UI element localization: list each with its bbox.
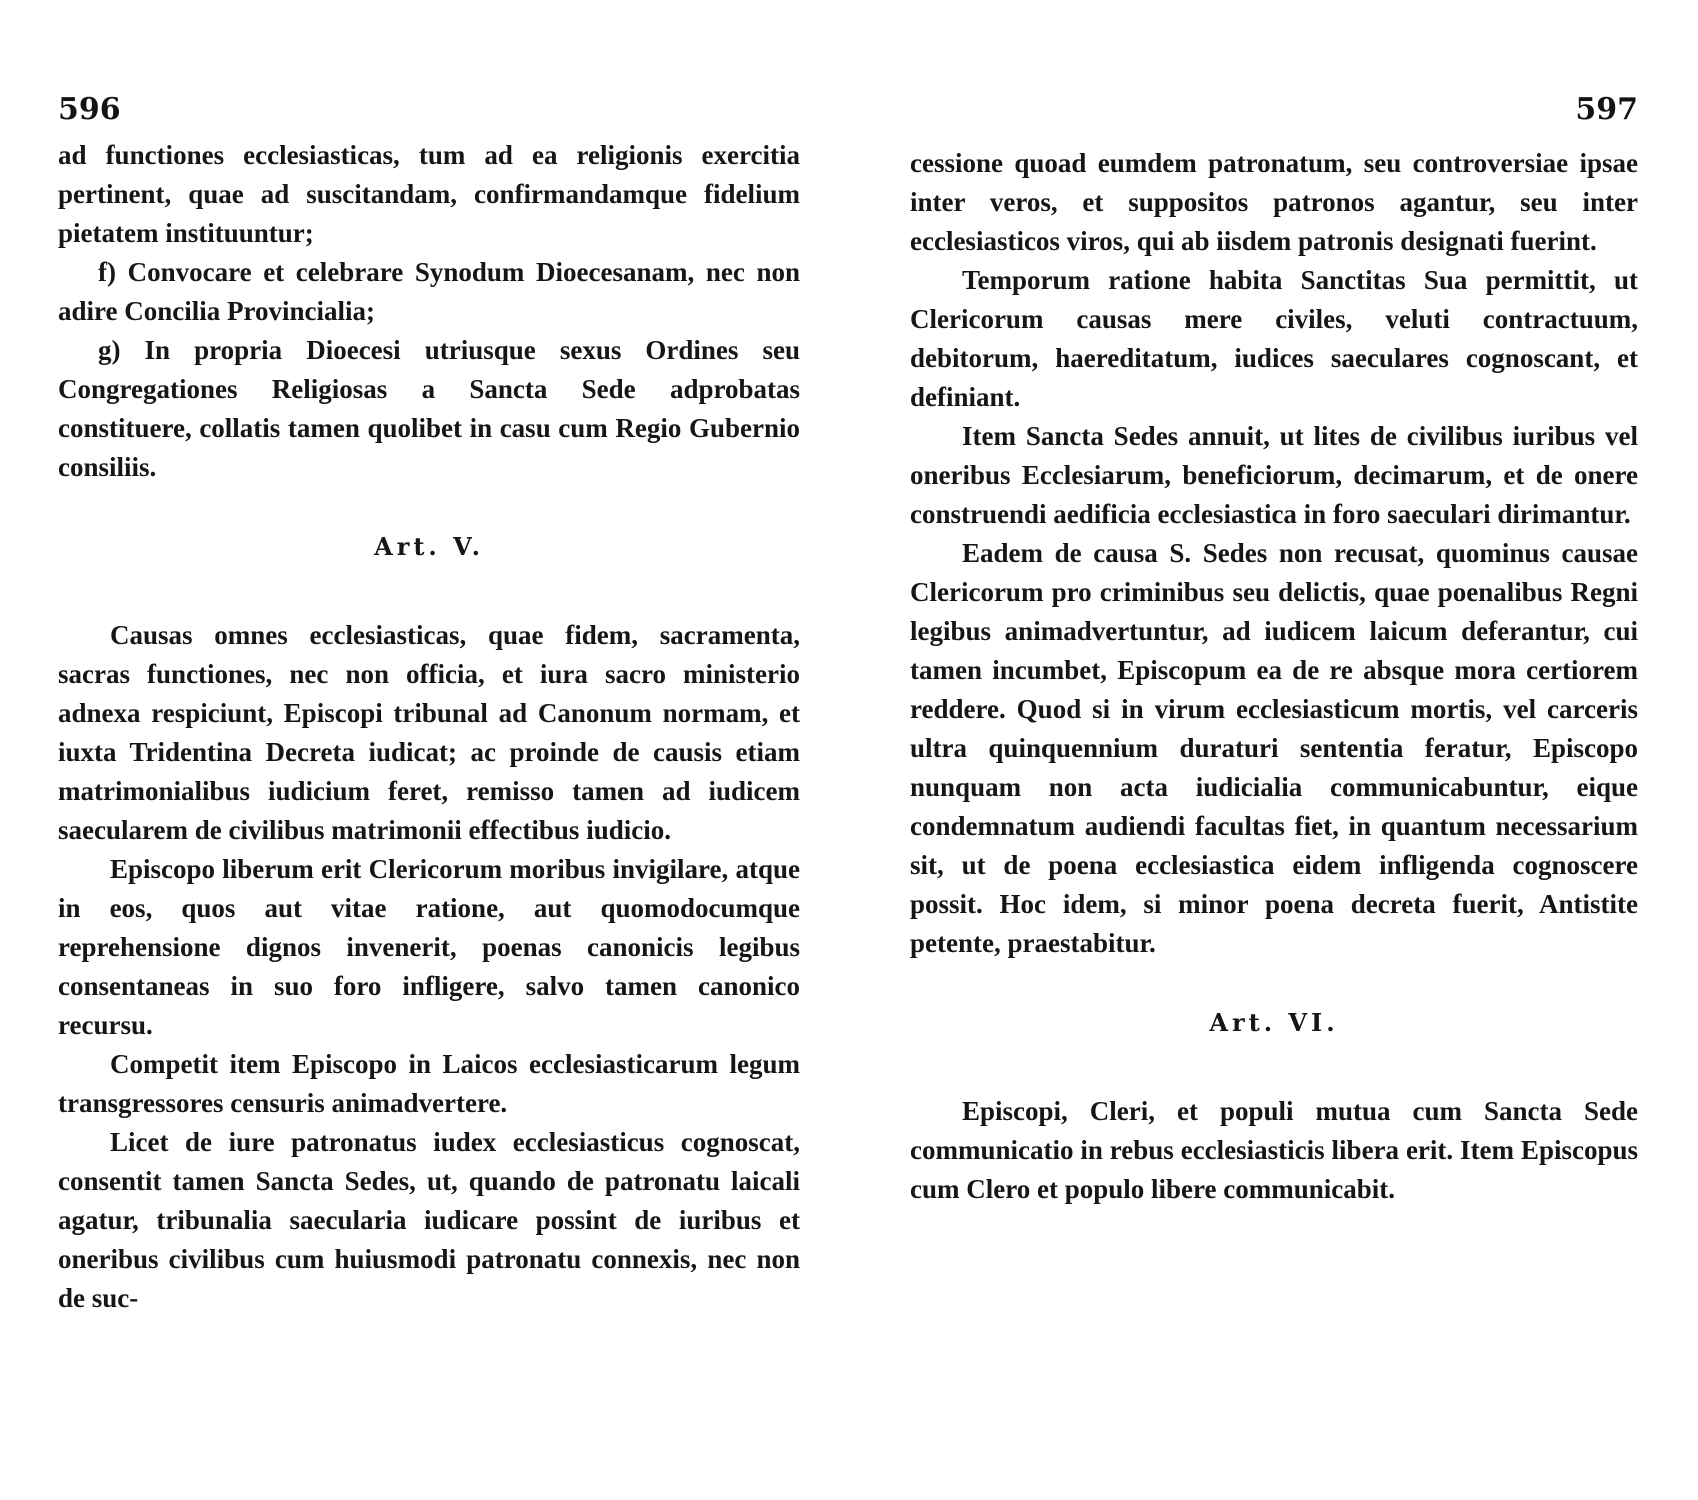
left-paragraph-episcopo: Episcopo liberum erit Clericorum moribus invigilare, atque in eos, quos aut vitae ratione, aut quomodocumque reprehensione dignos invenerit, poenas canonicis legibus consentaneas in suo foro infligere, salvo tamen canonico recursu. bbox=[58, 854, 800, 1040]
right-paragraph-episcopi: Episcopi, Cleri, et populi mutua cum Sancta Sede communicatio in rebus ecclesiasticis libera erit. Item Episcopus cum Clero et populo libere communicabit. bbox=[910, 1096, 1638, 1204]
left-page bbox=[58, 92, 800, 1318]
right-paragraph-eadem: Eadem de causa S. Sedes non recusat, quominus causae Clericorum pro criminibus seu delictis, quae poenalibus Regni legibus animadvertuntur, ad iudicem laicum deferantur, cui tamen incumbet, Episcopum ea de re absque mora certiorem reddere. Quod si in virum ecclesiasticum mortis, vel carceris ultra quinquennium duraturi sententia feratur, Episcopo nunquam non acta iudicialia communicabuntur, eique condemnatum audiendi facultas fiet, in quantum necessarium sit, ut de poena ecclesiastica eidem infligenda cognoscere possit. Hoc idem, si minor poena decreta fuerit, Antistite petente, praestabitur. bbox=[910, 538, 1638, 958]
left-paragraph-f: f) Convocare et celebrare Synodum Dioecesanam, nec non adire Concilia Provincialia; bbox=[58, 257, 800, 326]
left-page-number: 596 bbox=[58, 92, 121, 127]
right-paragraph-item: Item Sancta Sedes annuit, ut lites de civilibus iuribus vel oneribus Ecclesiarum, beneficiorum, decimarum, et de onere construendi aedificia ecclesiastica in foro saeculari dirimantur. bbox=[910, 421, 1638, 529]
left-paragraph-competit: Competit item Episcopo in Laicos ecclesiasticarum legum transgressores censuris animadvertere. bbox=[58, 1049, 800, 1118]
right-paragraph-1: cessione quoad eumdem patronatum, seu controversiae ipsae inter veros, et suppositos patronos agantur, seu inter ecclesiasticos viros, qui ab iisdem patronis designati fuerint. bbox=[910, 148, 1638, 256]
left-paragraph-g: g) In propria Dioecesi utriusque sexus Ordines seu Congregationes Religiosas a Sancta Sede adprobatas constituere, collatis tamen quolibet in casu cum Regio Gubernio consiliis. bbox=[58, 335, 800, 482]
left-paragraph-1: ad functiones ecclesiasticas, tum ad ea religionis exercitia pertinent, quae ad suscitandam, confirmandamque fidelium pietatem instituuntur; bbox=[58, 140, 800, 248]
left-paragraph-causas: Causas omnes ecclesiasticas, quae fidem, sacramenta, sacras functiones, nec non officia, et iura sacro ministerio adnexa respiciunt, Episcopi tribunal ad Canonum normam, et iuxta Tridentina Decreta iudicat; ac proinde de causis etiam matrimonialibus iudicium feret, remisso tamen ad iudicem saecularem de civilibus matrimonii effectibus iudicio. bbox=[58, 620, 800, 845]
right-paragraph-temporum: Temporum ratione habita Sanctitas Sua permittit, ut Clericorum causas mere civiles, veluti contractuum, debitorum, haereditatum, iudices saeculares cognoscant, et definiant. bbox=[910, 265, 1638, 412]
right-page-body bbox=[910, 144, 1638, 1209]
right-page bbox=[910, 92, 1638, 1209]
right-page-number: 597 bbox=[1575, 92, 1638, 127]
article-heading-v: Art. V. bbox=[374, 532, 484, 561]
left-page-body bbox=[58, 136, 800, 1318]
left-paragraph-licet: Licet de iure patronatus iudex ecclesiasticus cognoscat, consentit tamen Sancta Sedes, ut, quando de patronatu laicali agatur, tribunalia saecularia iudicare possint de iuribus et oneribus civilibus cum huiusmodi patronatu connexis, nec non de suc- bbox=[58, 1127, 800, 1313]
article-heading-vi: Art. VI. bbox=[1209, 1008, 1339, 1037]
